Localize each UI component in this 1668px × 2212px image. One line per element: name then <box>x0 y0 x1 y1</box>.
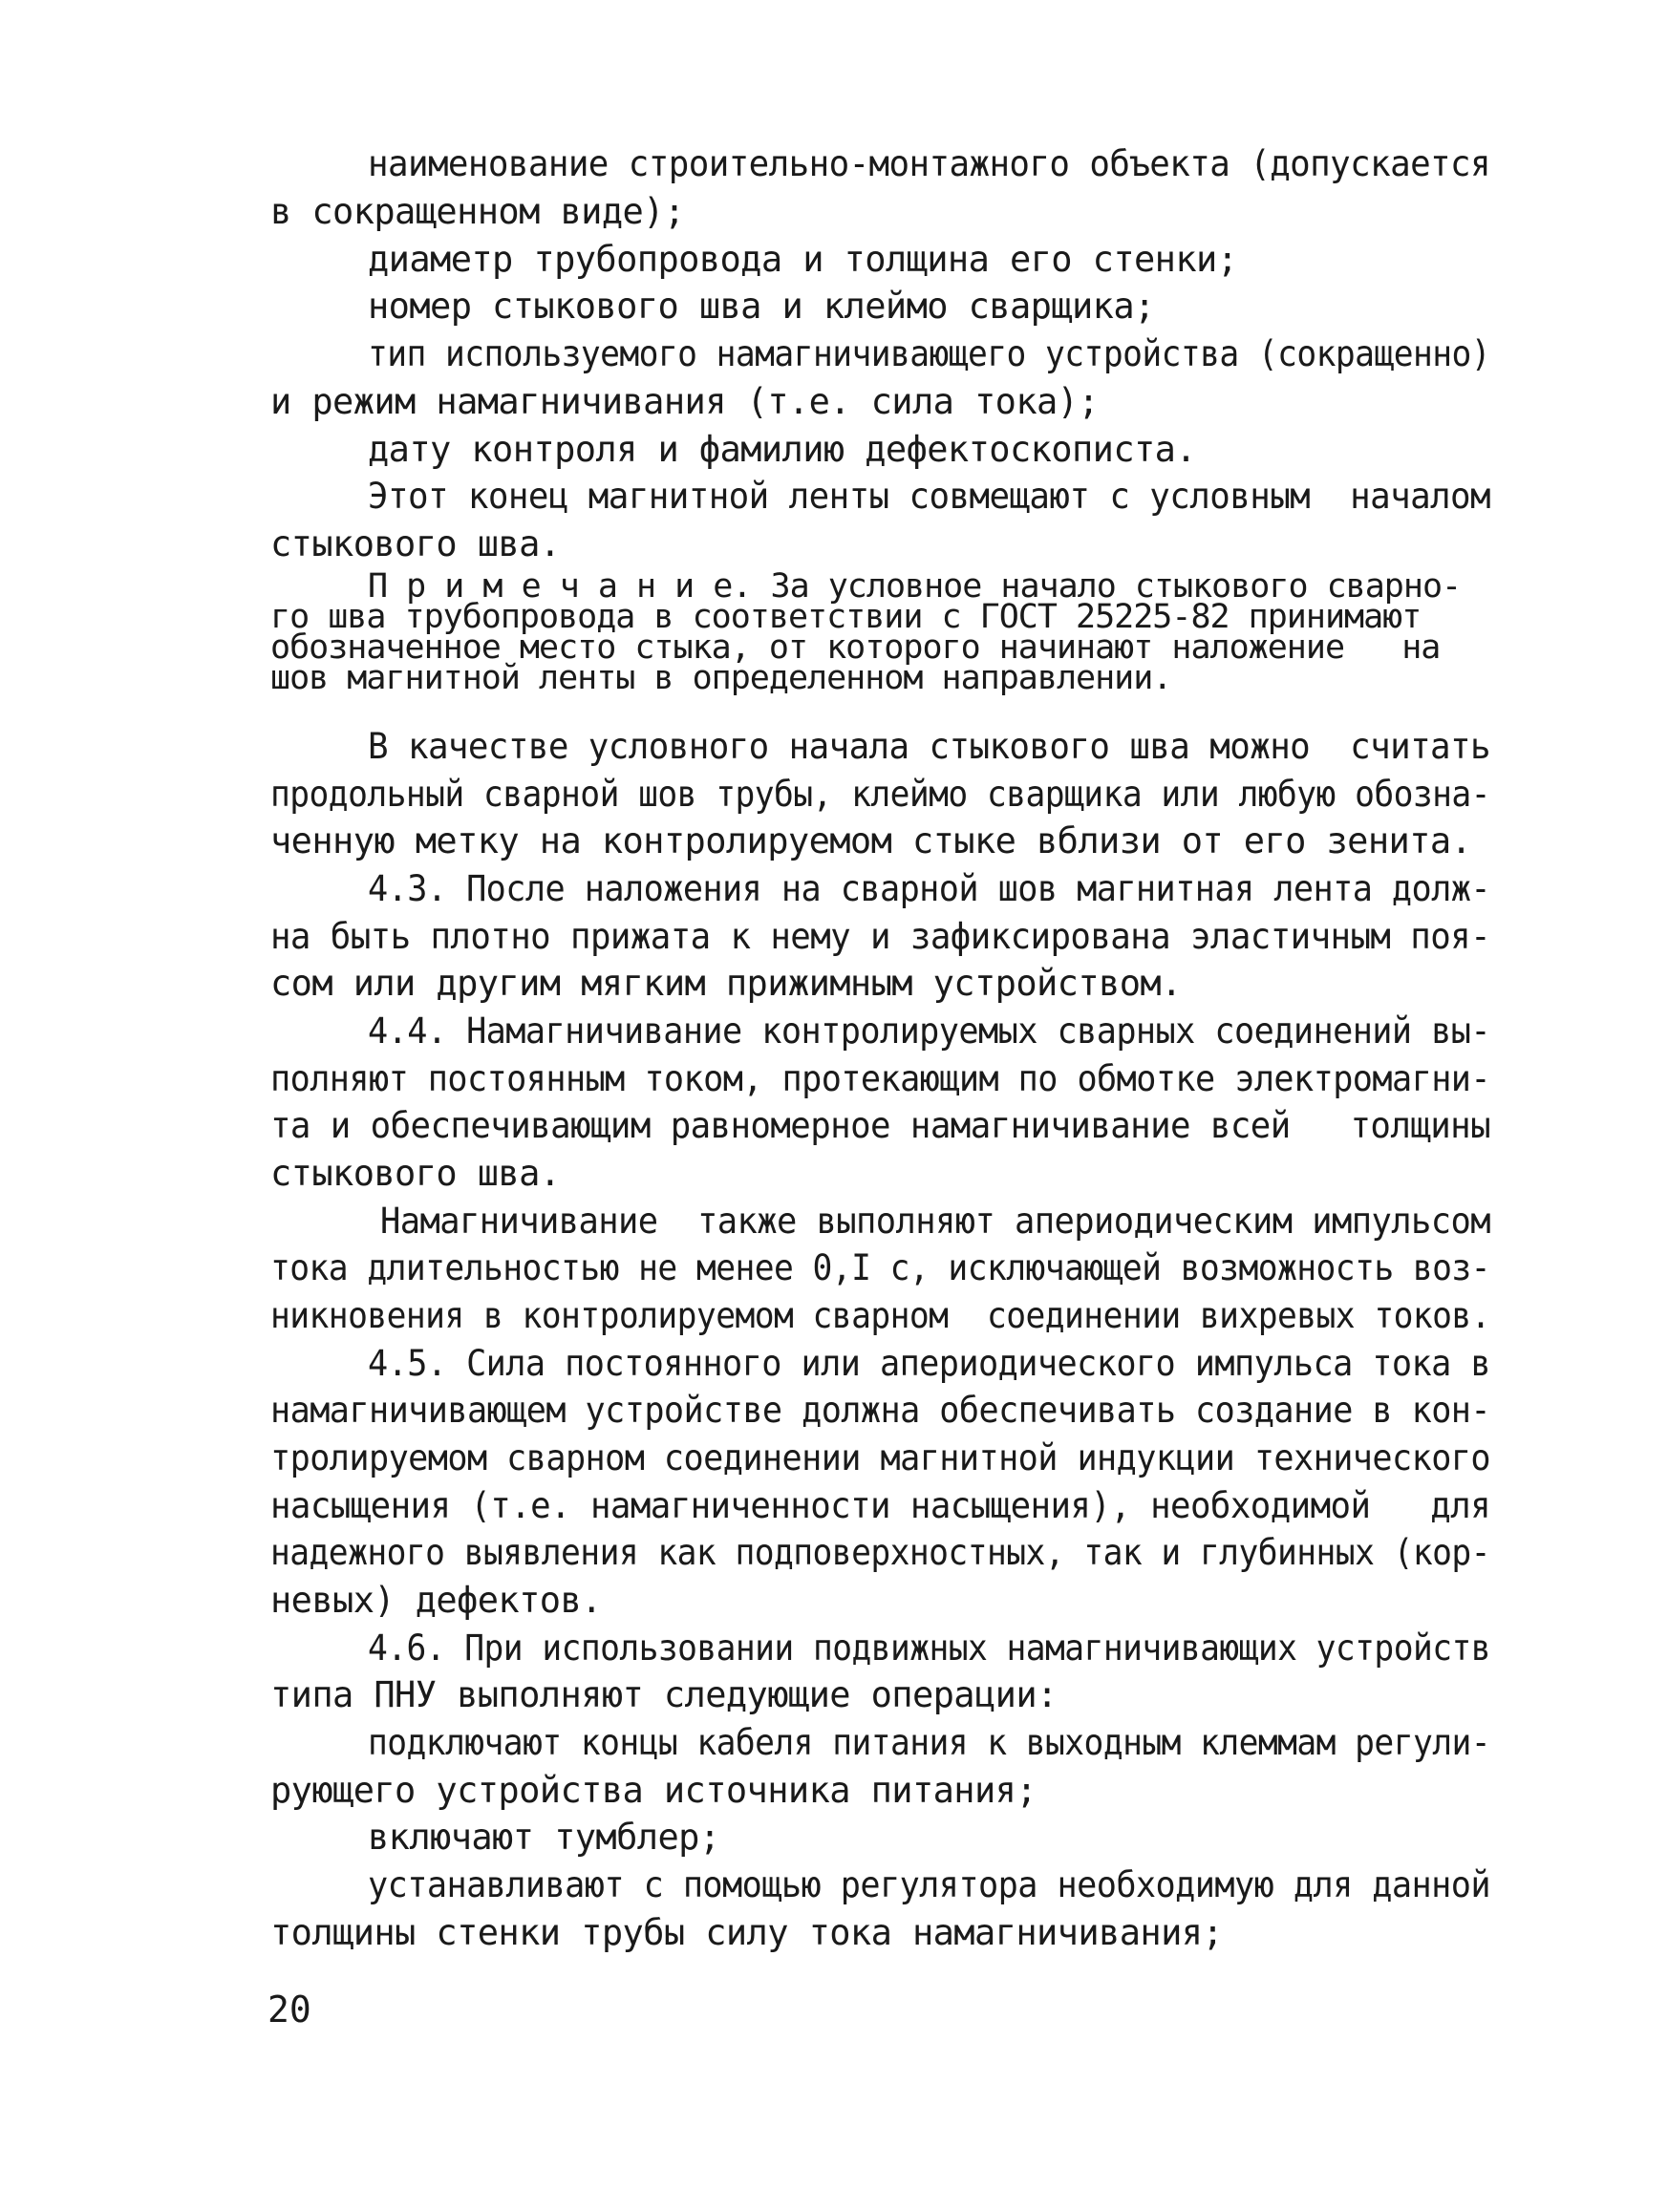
text-line: сом или другим мягким прижимным устройством. <box>270 963 1182 1004</box>
text-line: диаметр трубопровода и толщина его стенки; <box>368 239 1238 280</box>
text-line: стыкового шва. <box>270 523 561 564</box>
note-line: обозначенное место стыка, от которого начинают наложение на <box>270 628 1441 667</box>
text-line: устанавливают с помощью регулятора необходимую для данной <box>368 1864 1490 1905</box>
note-line: шов магнитной ленты в определенном направлении. <box>270 659 1172 697</box>
text-line: 4.6. При использовании подвижных намагничивающих устройств <box>368 1627 1490 1669</box>
text-line: рующего устройства источника питания; <box>270 1770 1037 1811</box>
text-line: на быть плотно прижата к нему и зафиксирована эластичным поя- <box>270 916 1491 957</box>
text-line: и режим намагничивания (т.е. сила тока); <box>270 381 1100 422</box>
text-line: надежного выявления как подповерхностных, так и глубинных (кор- <box>270 1532 1490 1573</box>
text-line: В качестве условного начала стыкового шва можно считать <box>368 726 1491 767</box>
text-line: включают тумблер; <box>368 1817 720 1858</box>
text-line: насыщения (т.е. намагниченности насыщения), необходимой для <box>270 1485 1491 1526</box>
text-line: та и обеспечивающим равномерное намагничивание всей толщины <box>270 1105 1491 1146</box>
text-line: никновения в контролируемом сварном соединении вихревых токов. <box>270 1295 1490 1336</box>
text-line: стыкового шва. <box>270 1153 561 1194</box>
text-line: толщины стенки трубы силу тока намагничивания; <box>270 1912 1224 1953</box>
text-line: ченную метку на контролируемом стыке вблизи от его зенита. <box>270 820 1472 861</box>
text-line: продольный сварной шов трубы, клеймо сварщика или любую обозна- <box>270 774 1490 815</box>
text-line: в сокращенном виде); <box>270 191 685 232</box>
text-line: невых) дефектов. <box>270 1580 602 1621</box>
text-line: тролируемом сварном соединении магнитной индукции технического <box>270 1437 1490 1478</box>
page-number: 20 <box>267 1989 311 2031</box>
text-line: 4.5. Сила постоянного или апериодического импульса тока в <box>368 1343 1490 1384</box>
note-line: П р и м е ч а н и е. За условное начало стыкового сварно- <box>368 567 1462 606</box>
text-line: номер стыкового шва и клеймо сварщика; <box>368 286 1155 327</box>
text-line: тип используемого намагничивающего устройства (сокращенно) <box>368 333 1490 374</box>
text-line: тока длительностью не менее 0,I с, исключающей возможность воз- <box>270 1247 1490 1288</box>
text-line: Намагничивание также выполняют апериодическим импульсом <box>380 1201 1491 1242</box>
text-line: Этот конец магнитной ленты совмещают с условным началом <box>368 476 1491 517</box>
text-line: 4.4. Намагничивание контролируемых сварных соединений вы- <box>368 1010 1490 1052</box>
text-line: 4.3. После наложения на сварной шов магнитная лента долж- <box>368 868 1490 909</box>
note-line: го шва трубопровода в соответствии с ГОСТ 25225-82 принимают <box>270 598 1422 636</box>
text-line: дату контроля и фамилию дефектоскописта. <box>368 429 1197 470</box>
text-line: намагничивающем устройстве должна обеспечивать создание в кон- <box>270 1390 1490 1431</box>
text-line: подключают концы кабеля питания к выходным клеммам регули- <box>368 1722 1490 1763</box>
text-line: типа ПНУ выполняют следующие операции: <box>270 1674 1058 1715</box>
text-line: наименование строительно-монтажного объекта (допускается <box>368 143 1491 184</box>
text-line: полняют постоянным током, протекающим по обмотке электромагни- <box>270 1058 1490 1099</box>
